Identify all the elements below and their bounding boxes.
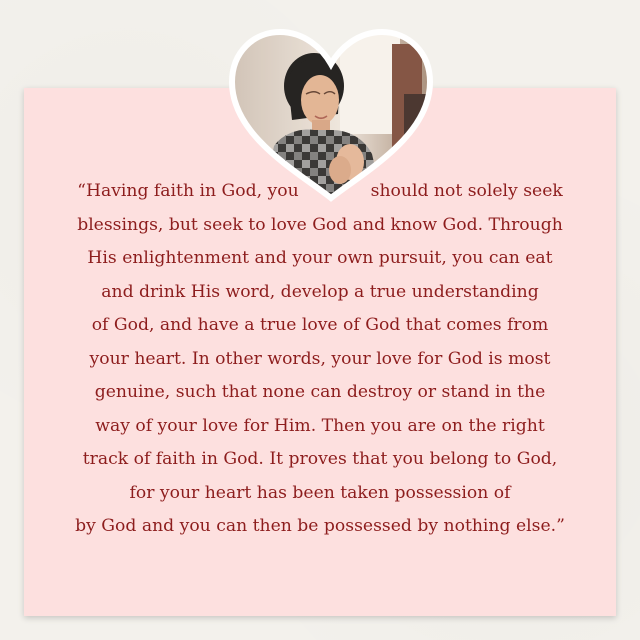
quote-line-9: track of faith in God. It proves that you belong to God, <box>82 449 558 469</box>
quote-line-7: genuine, such that none can destroy or stand in the <box>94 382 546 402</box>
quote-line-3: His enlightenment and your own pursuit, you can eat <box>87 248 553 268</box>
heart-photo-praying-woman-icon <box>222 24 440 206</box>
quote-line-4: and drink His word, develop a true understanding <box>101 281 539 302</box>
quote-line-8: way of your love for Him. Then you are on the right <box>95 415 545 436</box>
quote-line-6: your heart. In other words, your love for God is most <box>89 348 551 369</box>
heart-photo <box>222 24 440 206</box>
quote-line-2: blessings, but seek to love God and know God. Through <box>77 214 563 235</box>
quote-line-1a: “Having faith in God, you <box>77 181 299 201</box>
quote-line-1b: should not solely seek <box>370 181 563 201</box>
quote-line-5: of God, and have a true love of God that comes from <box>91 315 549 335</box>
quote-line-10: for your heart has been taken possession of <box>129 482 511 503</box>
quote-line-11: by God and you can then be possessed by nothing else.” <box>75 516 565 536</box>
quote-text <box>40 175 600 544</box>
